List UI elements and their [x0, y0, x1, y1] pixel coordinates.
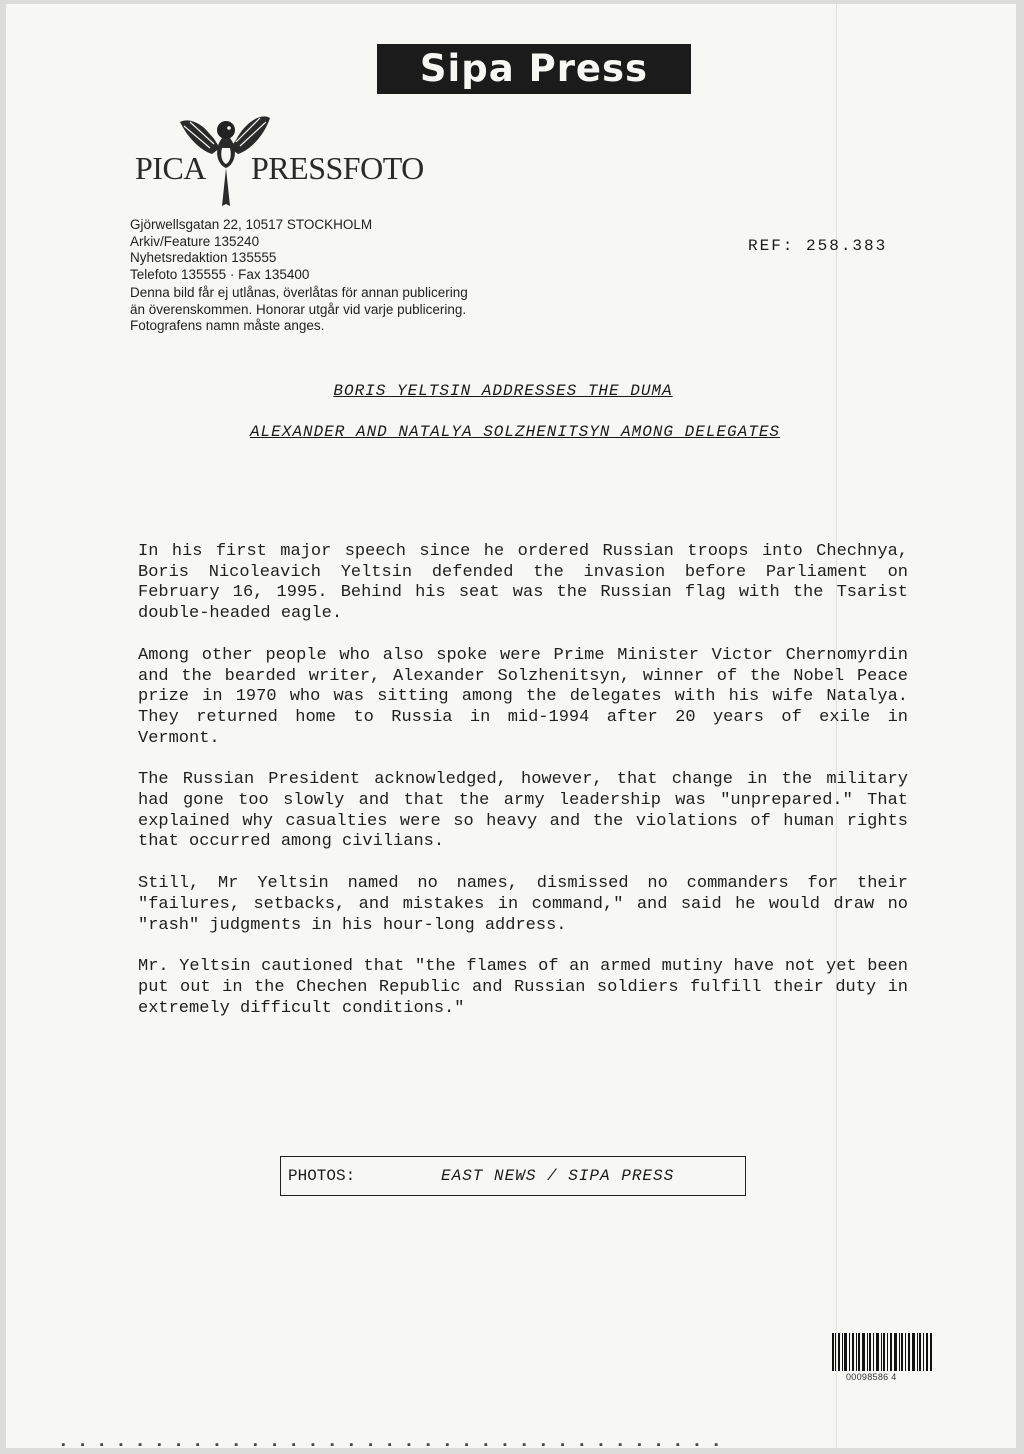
address-line: Gjörwellsgatan 22, 10517 STOCKHOLM — [130, 217, 373, 232]
article-paragraph: Still, Mr Yeltsin named no names, dismissed no commanders for their "failures, setbacks, and mistakes in command," and said he would draw no "rash" judgments in his hour-long address. — [138, 874, 908, 935]
logo-text-left: PICA — [135, 150, 206, 186]
footer-address-strip: ▪ ▪ ▪ ▪ ▪ ▪ ▪ ▪ ▪ ▪ ▪ ▪ ▪ ▪ ▪ ▪ ▪ ▪ ▪ ▪ ▪ ▪ ▪ ▪ ▪ ▪ ▪ ▪ ▪ ▪ ▪ ▪ ▪ ▪ ▪ — [60, 1440, 723, 1452]
article-paragraph: The Russian President acknowledged, however, that change in the military had gone too slowly and that the army leadership was "unprepared." That explained why casualties were so heavy and the violations of human rights that occurred among civilians. — [138, 770, 908, 852]
article-paragraph: In his first major speech since he ordered Russian troops into Chechnya, Boris Nicoleavich Yeltsin defended the invasion before Parliament on February 16, 1995. Behind his seat was the Russian flag with the Tsarist double-headed eagle. — [138, 542, 908, 624]
agency-banner: Sipa Press — [377, 44, 691, 94]
address-line: Nyhetsredaktion 135555 — [130, 250, 277, 265]
reference-number: REF: 258.383 — [748, 237, 888, 255]
barcode-icon — [832, 1333, 932, 1371]
subheadline: ALEXANDER AND NATALYA SOLZHENITSYN AMONG DELEGATES — [249, 423, 781, 441]
headline: BORIS YELTSIN ADDRESSES THE DUMA — [333, 382, 673, 400]
barcode-number: 00098586 4 — [846, 1372, 897, 1382]
article-body — [138, 542, 908, 1040]
address-line: Telefoto 135555 · Fax 135400 — [130, 266, 310, 282]
photos-label: PHOTOS: — [288, 1167, 356, 1185]
address-line: Arkiv/Feature 135240 — [130, 233, 260, 249]
logo-text-right: PRESSFOTO — [251, 150, 424, 186]
photo-credit: EAST NEWS / SIPA PRESS — [441, 1167, 675, 1185]
photo-credit-box — [280, 1156, 746, 1196]
agency-address-block — [130, 217, 470, 335]
article-paragraph: Mr. Yeltsin cautioned that "the flames of an armed mutiny have not yet been put out in the Chechen Republic and Russian soldiers fulfill their duty in extremely difficult conditions." — [138, 957, 908, 1018]
usage-note: Denna bild får ej utlånas, överlåtas för annan publicering än överenskommen. Honorar utgår vid varje publicering. Fotografens namn måste anges. — [130, 285, 468, 333]
article-paragraph: Among other people who also spoke were Prime Minister Victor Chernomyrdin and the bearded writer, Alexander Solzhenitsyn, winner of the Nobel Peace prize in 1970 who was sitting among the delegates with his wife Natalya. They returned home to Russia in mid-1994 after 20 years of exile in Vermont. — [138, 645, 908, 748]
